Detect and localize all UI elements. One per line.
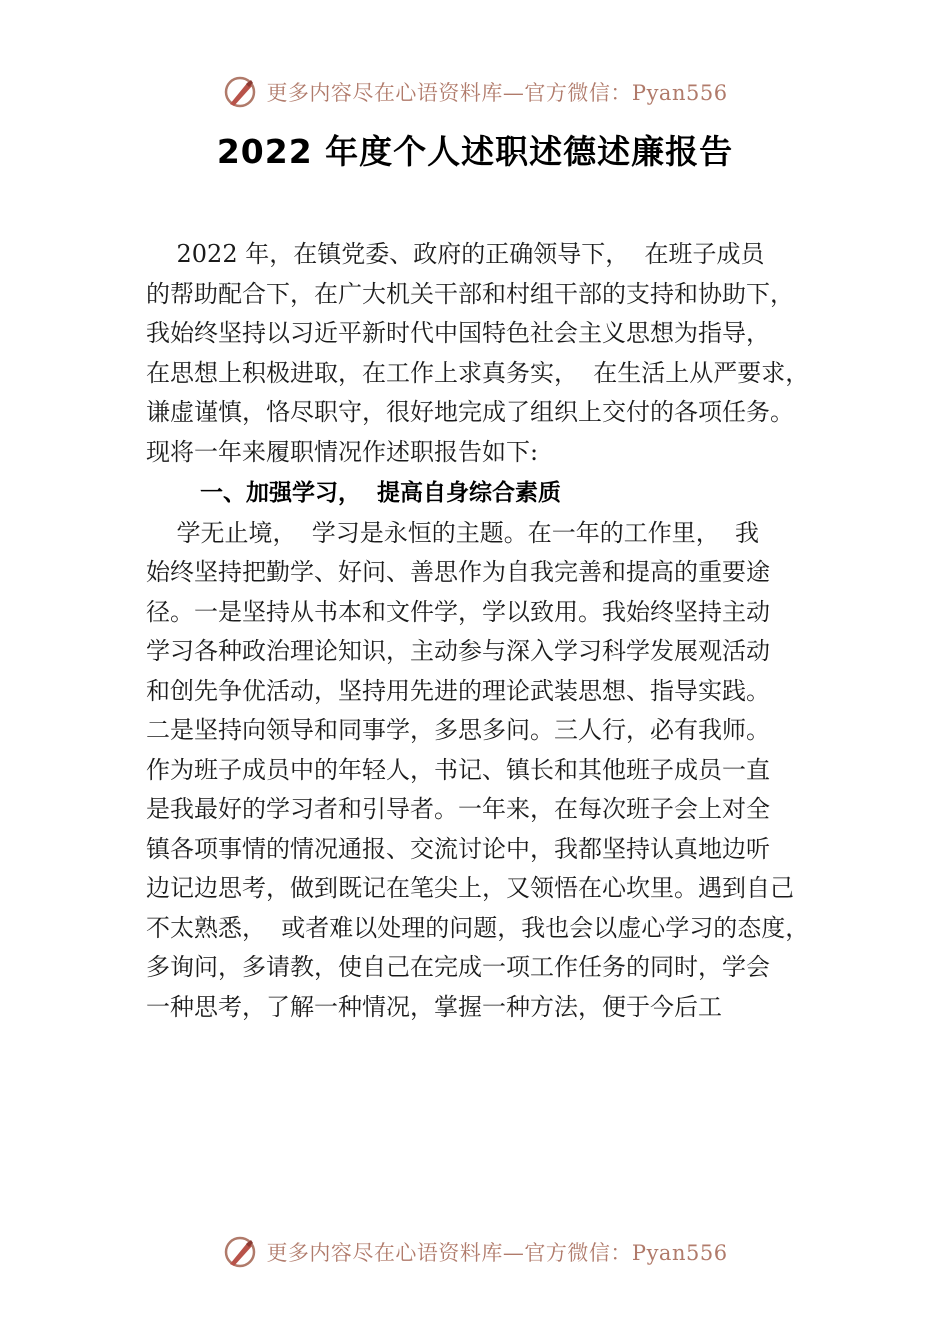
watermark-header [0,72,950,112]
section-heading-1: 一、加强学习， 提高自身综合素质 [200,480,562,506]
text-line: 学无止境， 学习是永恒的主题。在一年的工作里， 我 [146,518,760,547]
text-line: 2022 年，在镇党委、政府的正确领导下， 在班子成员 [146,240,765,268]
text-line: 不太熟悉， 或者难以处理的问题，我也会以虚心学习的态度， [146,913,810,942]
text-line: 在思想上积极进取，在工作上求真务实， 在生活上从严要求， [146,358,810,387]
text-line: 学习各种政治理论知识，主动参与深入学习科学发展观活动 [146,637,770,665]
text-line: 边记边思考，做到既记在笔尖上，又领悟在心坎里。遇到自己 [146,874,794,902]
text-line: 谦虚谨慎，恪尽职守，很好地完成了组织上交付的各项任务。 [146,398,794,426]
fountain-pen-logo-icon [222,1234,258,1270]
paragraph-study [146,514,816,1028]
watermark-text: 更多内容尽在心语资料库—官方微信：Pyan556 [266,81,728,105]
watermark-text: 更多内容尽在心语资料库—官方微信：Pyan556 [266,1241,728,1265]
text-line: 和创先争优活动，坚持用先进的理论武装思想、指导实践。 [146,676,770,705]
text-line: 作为班子成员中的年轻人，书记、镇长和其他班子成员一直 [146,755,770,784]
paragraph-intro [146,235,816,472]
text-line: 始终坚持把勤学、好问、善思作为自我完善和提高的重要途 [146,558,770,586]
text-line: 是我最好的学习者和引导者。一年来，在每次班子会上对全 [146,795,770,823]
text-line: 多询问，多请教，使自己在完成一项工作任务的同时，学会 [146,953,770,981]
fountain-pen-logo-icon [222,74,258,110]
text-line: 一种思考，了解一种情况，掌握一种方法，便于今后工 [146,992,722,1021]
text-line: 我始终坚持以习近平新时代中国特色社会主义思想为指导， [146,319,770,347]
document-body [146,235,816,1027]
text-line: 二是坚持向领导和同事学，多思多问。三人行，必有我师。 [146,716,770,744]
text-line: 径。一是坚持从书本和文件学，学以致用。我始终坚持主动 [146,597,770,626]
document-title: 2022 年度个人述职述德述廉报告 [216,132,734,171]
text-line: 现将一年来履职情况作述职报告如下: [146,437,539,466]
text-line: 镇各项事情的情况通报、交流讨论中，我都坚持认真地边听 [146,834,770,863]
watermark-footer [0,1232,950,1272]
text-line: 的帮助配合下，在广大机关干部和村组干部的支持和协助下， [146,279,794,308]
